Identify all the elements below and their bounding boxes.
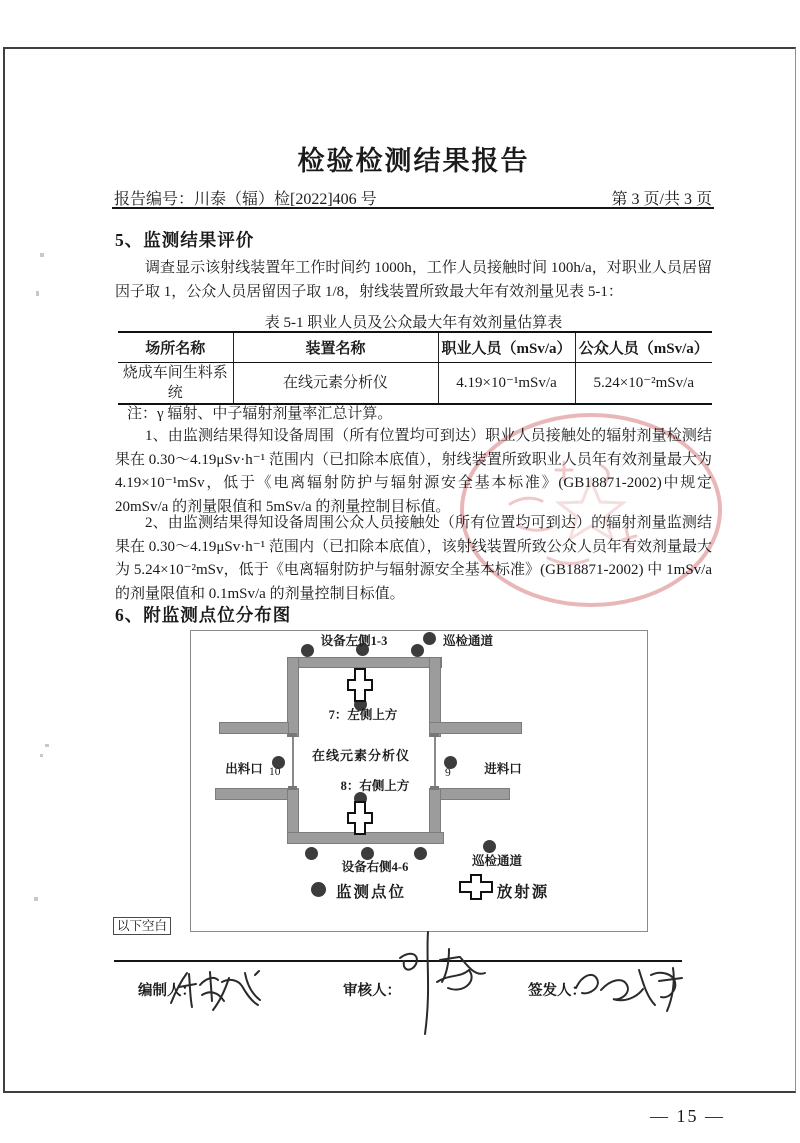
flange — [288, 786, 297, 790]
scan-speck — [40, 754, 43, 757]
radiation-source-icon — [347, 668, 373, 702]
page-indicator: 第 3 页/共 3 页 — [611, 191, 712, 208]
monitoring-point-diagram — [190, 630, 648, 932]
dose-table — [118, 331, 712, 405]
label-inlet: 进料口 — [484, 762, 522, 776]
prepared-by-label: 编制人： — [138, 983, 196, 999]
cell-occupational: 4.19×10⁻¹mSv/a — [438, 363, 575, 405]
label-point-10: 10 — [269, 766, 281, 778]
section5-heading: 5、监测结果评价 — [115, 230, 255, 250]
label-equipment-right: 设备右侧4-6 — [341, 860, 409, 874]
flange — [430, 733, 439, 737]
monitoring-point-dot — [411, 644, 424, 657]
flange — [430, 786, 439, 790]
header-divider — [112, 207, 714, 209]
signature-prepared — [165, 963, 273, 1021]
conveyor-line-left — [292, 737, 294, 789]
label-device-name: 在线元素分析仪 — [311, 748, 411, 763]
report-number: 报告编号：川泰（辐）检[2022]406 号 — [114, 191, 377, 208]
col-public: 公众人员（mSv/a） — [575, 332, 712, 363]
table-caption: 表 5-1 职业人员及公众最大年有效剂量估算表 — [264, 315, 563, 331]
label-point-7: 7：左侧上方 — [328, 708, 398, 722]
label-outlet: 出料口 — [225, 762, 263, 776]
page-title: 检验检测结果报告 — [297, 146, 530, 176]
table-header-row — [118, 332, 712, 363]
radiation-source-icon — [347, 801, 373, 835]
label-patrol-channel-bottom: 巡检通道 — [471, 854, 523, 868]
flange — [288, 733, 297, 737]
legend-radiation-source-icon — [459, 874, 493, 900]
section5-paragraph-2: 2、由监测结果得知设备周围公众人员接触处（所有位置均可到达）的辐射剂量监测结果在 0.30～4.19μSv·h⁻¹ 范围内（已扣除本底值），该射线装置所致公众人员年有效剂量最大为 5.24×10⁻²mSv，低于《电离辐射防护与辐射源安全基本标准》(GB18871-2002) 中 1mSv/a 的剂量限值和 0.1mSv/a 的剂量控制目标值。 — [115, 515, 712, 602]
col-place: 场所名称 — [118, 332, 233, 363]
report-header — [114, 186, 712, 209]
monitoring-point-dot — [423, 632, 436, 645]
label-point-8: 8：右侧上方 — [340, 779, 410, 793]
cell-place: 烧成车间生料系统 — [122, 365, 228, 401]
wall-top — [288, 658, 441, 667]
scan-speck — [34, 897, 38, 901]
cell-device: 在线元素分析仪 — [233, 363, 438, 405]
legend-source-label: 放射源 — [496, 884, 550, 901]
scan-speck — [45, 744, 49, 747]
scan-speck — [40, 253, 44, 257]
scan-speck — [36, 291, 39, 296]
monitoring-point-dot — [301, 644, 314, 657]
section5-paragraph-1: 1、由监测结果得知设备周围（所有位置均可到达）职业人员接触处的辐射剂量检测结果在 0.30～4.19μSv·h⁻¹ 范围内（已扣除本底值），射线装置所致职业人员年有效剂量最大为 4.19×10⁻¹mSv，低于《电离辐射防护与辐射源安全基本标准》(GB18871-2002)中规定 20mSv/a 的剂量限值和 5mSv/a 的剂量控制目标值。 — [115, 428, 712, 515]
issued-by-label: 签发人： — [528, 983, 586, 999]
arm-right-upper — [430, 723, 521, 733]
legend-point-label: 监测点位 — [335, 884, 407, 901]
legend-monitoring-point-dot — [311, 882, 326, 897]
wall-left-upper — [288, 658, 298, 736]
blank-below-box: 以下空白 — [113, 917, 171, 935]
section5-intro: 调查显示该射线装置年工作时间约 1000h，工作人员接触时间 100h/a，对职业人员居留因子取 1，公众人员居留因子取 1/8，射线装置所致最大年有效剂量见表 5-1： — [115, 260, 712, 300]
reviewed-by-label: 审核人： — [343, 983, 401, 999]
cell-public: 5.24×10⁻²mSv/a — [575, 363, 712, 405]
label-point-9: 9 — [445, 767, 451, 779]
arm-right-lower — [430, 789, 509, 799]
monitoring-point-dot — [305, 847, 318, 860]
col-device: 装置名称 — [233, 332, 438, 363]
signature-reviewed — [390, 928, 490, 1040]
table-row — [118, 363, 712, 405]
table-note: 注：γ 辐射、中子辐射剂量率汇总计算。 — [127, 406, 393, 422]
signature-issued — [572, 958, 694, 1020]
section6-heading: 6、附监测点位分布图 — [115, 605, 292, 625]
label-equipment-left: 设备左侧1-3 — [320, 634, 388, 648]
arm-left-lower — [216, 789, 288, 799]
arm-left-upper — [220, 723, 288, 733]
monitoring-point-dot — [414, 847, 427, 860]
label-patrol-channel-top: 巡检通道 — [442, 634, 494, 648]
col-occupational: 职业人员（mSv/a） — [438, 332, 575, 363]
conveyor-line-right — [434, 737, 436, 789]
page-number: — 15 — — [650, 1106, 725, 1126]
